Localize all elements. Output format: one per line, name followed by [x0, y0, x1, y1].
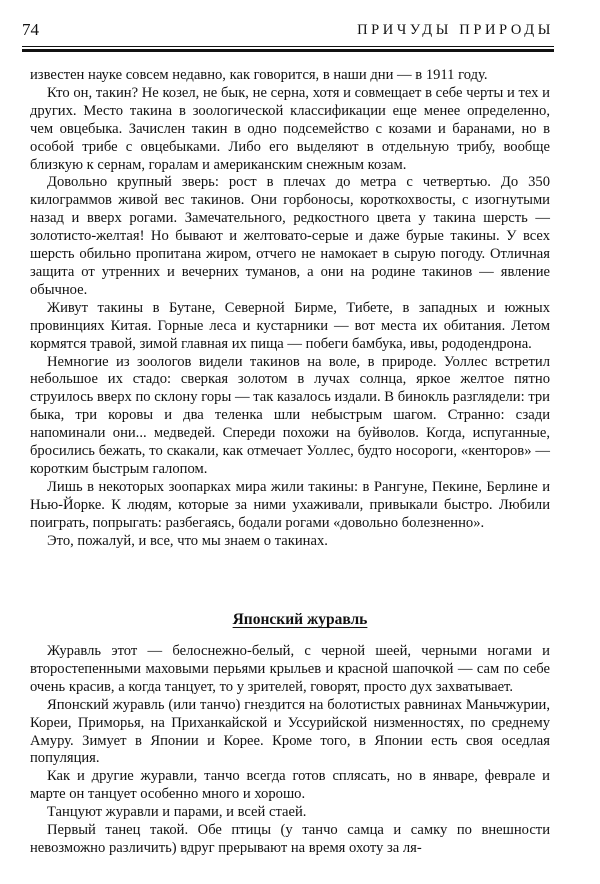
running-title: ПРИЧУДЫ ПРИРОДЫ [357, 22, 554, 38]
paragraph: Японский журавль (или танчо) гнездится на болотистых равнинах Маньчжурии, Кореи, Приморья, на Приханкайской и Уссурийской низменностях, по среднему Амуру. Зимует в Японии и Корее. Кроме того, в Японии есть своя оседлая популяция. [30, 696, 550, 767]
page-header [22, 20, 554, 44]
header-rule-thin [22, 46, 554, 47]
paragraph: Как и другие журавли, танчо всегда готов сплясать, но в январе, феврале и марте он танцует особенно много и хорошо. [30, 768, 550, 803]
paragraph: Кто он, такин? Не козел, не бык, не серна, хотя и совмещает в себе черты и тех и других. Место такина в зоологической классификации еще менее определенно, чем овцебыка. Зачислен такин в одно подсемейство с козами и баранами, но в особой трибе с овцебыками. Либо его выделяют в отдельную трибу, вообще близкую к сернам, горалам и американским снежным козам. [30, 84, 550, 173]
paragraph: Танцуют журавли и парами, и всей стаей. [47, 804, 307, 821]
paragraph: Это, пожалуй, и все, что мы знаем о такинах. [47, 532, 328, 549]
paragraph: Немногие из зоологов видели такинов на воле, в природе. Уоллес встретил небольшое их стадо: сверкая золотом в лучах солнца, яркое желтое пятно струилось вверх по склону горы — так казалось издали. В бинокль разглядели: три быка, три коровы и два теленка шли небыстрым шагом. Странно: сзади напоминали они... медведей. Спереди похожи на буйволов. Когда, испуганные, бросились бежать, то скакали, как отмечает Уоллес, будто носороги, «кенторов» — коротким быстрым галопом. [30, 353, 550, 477]
paragraph: Первый танец такой. Обе птицы (у танчо самца и самку по внешности невозможно различить) вдруг прерывают на время охоту за ля- [30, 822, 550, 856]
takin-article-body [30, 67, 550, 550]
paragraph: известен науке совсем недавно, как говорится, в наши дни — в 1911 году. [30, 67, 488, 83]
paragraph: Довольно крупный зверь: рост в плечах до метра с четвертью. До 350 килограммов живой вес такинов. Они горбоносы, короткохвосты, с изогнутыми назад и вверх рогами. Замечательного, редкостного цвета у такина шерсть — золотисто-желтая! Но бывают и желтовато-серые и даже бурые такины. У всех шерсть обильно пропитана жиром, отчего не намокает в сырую погоду. Отличная защита от утренних и вечерних туманов, а они на родине такинов — явление обычное. [30, 174, 550, 298]
paragraph: Лишь в некоторых зоопарках мира жили такины: в Рангуне, Пекине, Берлине и Нью-Йорке. К людям, которые за ними ухаживали, привыкали быстро. Любили поиграть, попрыгать: разбегаясь, бодали рогами «довольно болезненно». [30, 478, 550, 531]
paragraph: Журавль этот — белоснежно-белый, с черной шеей, черными ногами и второстепенными маховыми перьями крыльев и красной шапочкой — сам по себе очень красив, а когда танцует, то у зрителей, говорят, просто дух захватывает. [30, 643, 550, 695]
section-title-text: Японский журавль [232, 611, 368, 628]
header-rule-thick [22, 49, 554, 52]
section-title [0, 610, 600, 630]
page-number: 74 [22, 20, 39, 39]
crane-article-body [30, 643, 550, 858]
paragraph: Живут такины в Бутане, Северной Бирме, Тибете, в западных и южных провинциях Китая. Горные леса и кустарники — вот места их обитания. Летом кормятся травой, зимой главная их пища — побеги бамбука, ивы, рододендрона. [30, 299, 550, 352]
